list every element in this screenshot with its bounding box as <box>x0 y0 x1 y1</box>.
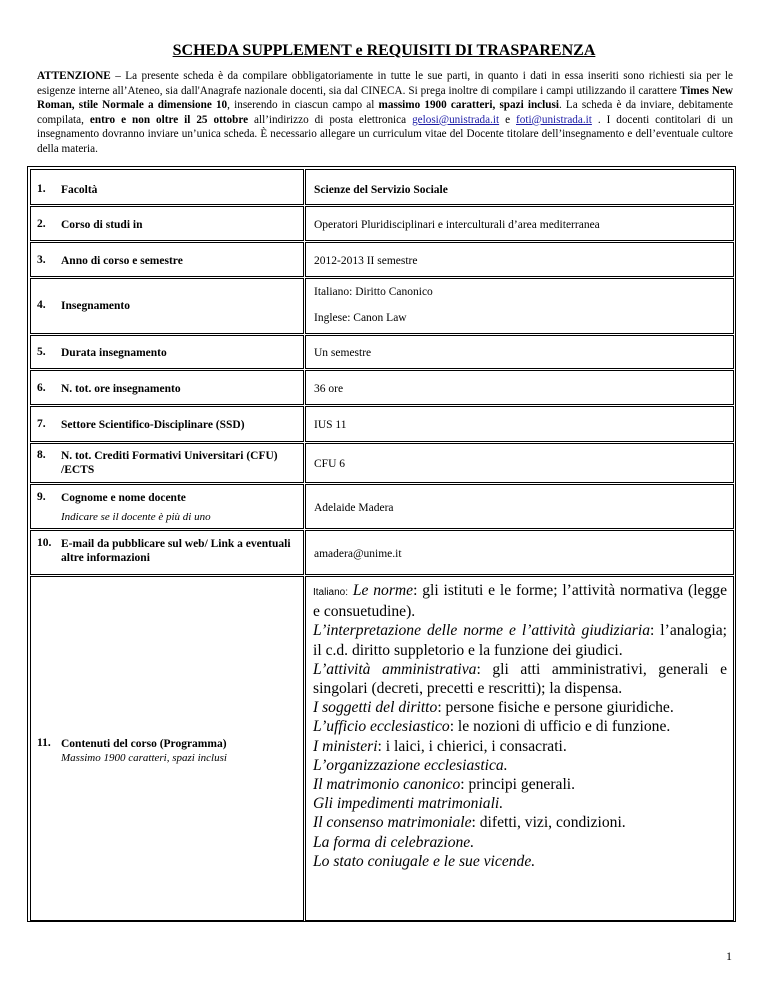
notice-text: – La presente scheda è da compilare obbligatoriamente in tutte le sue parti, in quanto i dati in essa inseriti sono richiesti sia per le esigenze interne all’Ateneo, sia dall'Anagrafe nazionale docenti, sia dal CINECA. Si prega inoltre di compilare i campi utilizzando il carattere <box>37 70 733 97</box>
page-title: SCHEDA SUPPLEMENT e REQUISITI DI TRASPARENZA <box>172 42 596 59</box>
year-value: 2012-2013 II semestre <box>314 255 418 267</box>
row-number: 9. <box>37 491 46 503</box>
program-detail: : i laici, i chierici, i consacrati. <box>377 737 567 755</box>
table-row <box>28 278 735 334</box>
email-link-gelosi[interactable]: gelosi@unistrada.it <box>412 113 500 126</box>
program-item <box>313 813 727 832</box>
table-row <box>28 206 735 241</box>
label-cell <box>30 206 304 241</box>
value-cell <box>305 206 734 241</box>
value-cell <box>305 335 734 369</box>
table-row <box>28 576 735 921</box>
row-label: Cognome e nome docente <box>61 492 186 504</box>
duration-value: Un semestre <box>314 347 372 359</box>
page-number: 1 <box>726 949 732 963</box>
program-detail: : principi generali. <box>460 776 576 794</box>
row-label: Facoltà <box>61 184 98 196</box>
teacher-value: Adelaide Madera <box>314 502 394 514</box>
ssd-value: IUS 11 <box>314 419 347 431</box>
program-detail: : persone fisiche e persone giuridiche. <box>437 699 674 717</box>
row-label: Anno di corso e semestre <box>61 255 183 267</box>
row-label: Contenuti del corso (Programma) <box>61 738 227 750</box>
program-item <box>313 852 727 871</box>
row-number: 1. <box>37 183 46 195</box>
label-cell <box>30 370 304 405</box>
email-link-foti[interactable]: foti@unistrada.it <box>516 113 592 126</box>
label-cell <box>30 530 304 575</box>
program-item <box>313 698 727 717</box>
row-number: 2. <box>37 218 46 230</box>
program-item <box>313 581 727 621</box>
row-number: 4. <box>37 299 46 311</box>
program-detail: : difetti, vizi, condizioni. <box>471 814 626 832</box>
course-name-english: Inglese: Canon Law <box>314 312 407 324</box>
notice-font-requirement: Times New Roman, stile Normale a dimensione 10 <box>37 84 734 112</box>
row-label: N. tot. ore insegnamento <box>61 383 181 395</box>
program-detail: : le nozioni di ufficio e di funzione. <box>449 718 671 736</box>
row-label: Insegnamento <box>61 300 131 312</box>
program-detail: : l’analogia; il c.d. diritto suppletorio e la funzione dei giudici. <box>313 622 727 659</box>
value-cell <box>305 576 734 921</box>
table-row <box>28 484 735 529</box>
program-item <box>313 833 727 852</box>
value-cell <box>305 406 734 442</box>
row-sublabel: Indicare se il docente è più di uno <box>61 511 211 523</box>
notice-max-chars: massimo 1900 caratteri, spazi inclusi <box>378 99 559 112</box>
table-row <box>28 530 735 575</box>
notice-deadline: entro e non oltre il 25 ottobre <box>89 113 249 126</box>
program-item <box>313 717 727 736</box>
program-topic: La forma di celebrazione. <box>313 833 475 851</box>
row-label: N. tot. Crediti Formativi Universitari (CFU) /ECTS <box>61 450 278 476</box>
faculty-value: Scienze del Servizio Sociale <box>314 184 448 196</box>
label-cell <box>30 169 304 205</box>
table-row <box>28 242 735 277</box>
program-topic: Lo stato coniugale e le sue vicende. <box>313 852 536 870</box>
value-cell <box>305 169 734 205</box>
label-cell <box>30 278 304 334</box>
program-language-label: Italiano: <box>313 587 349 598</box>
notice-text: . La scheda è da inviare, debitamente compilata, <box>37 99 733 126</box>
credits-value: CFU 6 <box>314 458 345 470</box>
notice-text: e <box>499 113 517 126</box>
program-topic: L’ufficio ecclesiastico <box>313 718 450 736</box>
program-item <box>313 794 727 813</box>
program-topic: I soggetti del diritto <box>313 699 438 717</box>
program-detail: : gli istituti e le forme; l’attività normativa (legge e consuetudine). <box>313 582 727 621</box>
hours-value: 36 ore <box>314 383 344 395</box>
label-cell <box>30 335 304 369</box>
row-number: 11. <box>37 737 51 749</box>
row-label: Durata insegnamento <box>61 347 167 359</box>
attention-notice <box>37 69 733 157</box>
row-label: Corso di studi in <box>61 219 143 231</box>
row-number: 6. <box>37 382 46 394</box>
program-topic: Il matrimonio canonico <box>313 776 461 794</box>
attention-label: ATTENZIONE <box>37 70 111 82</box>
course-value: Operatori Pluridisciplinari e interculturali d’area mediterranea <box>314 219 600 231</box>
row-number: 10. <box>37 537 52 549</box>
program-topic: I ministeri <box>313 737 378 755</box>
program-topic: Le norme <box>352 582 414 599</box>
value-cell <box>305 443 734 483</box>
program-content <box>313 581 727 871</box>
table-row <box>28 370 735 405</box>
label-cell <box>30 576 304 921</box>
table-row <box>28 335 735 369</box>
row-label: Settore Scientifico-Disciplinare (SSD) <box>61 419 245 431</box>
program-item <box>313 756 727 775</box>
row-number: 7. <box>37 418 46 430</box>
row-number: 5. <box>37 346 46 358</box>
email-value: amadera@unime.it <box>314 548 402 560</box>
info-table <box>27 166 736 922</box>
program-topic: L’interpretazione delle norme e l’attività giudiziaria <box>313 622 651 640</box>
program-topic: Gli impedimenti matrimoniali. <box>313 795 504 813</box>
value-cell <box>305 530 734 575</box>
label-cell <box>30 242 304 277</box>
notice-text: . I docenti contitolari di un insegnamento dovranno inviare un’unica scheda. È necessario allegare un curriculum vitae del Docente titolare dell’insegnamento e dell’eventuale cultore della materia. <box>37 113 733 155</box>
label-cell <box>30 406 304 442</box>
table-row <box>28 169 735 205</box>
value-cell <box>305 484 734 529</box>
value-cell <box>305 370 734 405</box>
program-item <box>313 621 727 659</box>
table-row <box>28 443 735 483</box>
program-item <box>313 737 727 756</box>
table-row <box>28 406 735 442</box>
program-item <box>313 660 727 698</box>
label-cell <box>30 484 304 529</box>
notice-text: , inserendo in ciascun campo al <box>227 99 379 112</box>
program-topic: L’attività amministrativa <box>313 660 477 678</box>
row-sublabel: Massimo 1900 caratteri, spazi inclusi <box>61 752 227 764</box>
value-cell <box>305 242 734 277</box>
program-topic: L’organizzazione ecclesiastica. <box>313 756 508 774</box>
program-topic: Il consenso matrimoniale <box>313 814 472 832</box>
row-number: 3. <box>37 254 46 266</box>
program-item <box>313 775 727 794</box>
label-cell <box>30 443 304 483</box>
value-cell <box>305 278 734 334</box>
row-number: 8. <box>37 449 46 461</box>
notice-text: all’indirizzo di posta elettronica <box>248 113 413 126</box>
row-label: E-mail da pubblicare sul web/ Link a eventuali altre informazioni <box>61 538 291 564</box>
program-detail: : gli atti amministrativi, generali e singolari (decreti, precetti e rescritti); la dispensa. <box>313 660 727 698</box>
course-name-italian: Italiano: Diritto Canonico <box>314 286 433 298</box>
